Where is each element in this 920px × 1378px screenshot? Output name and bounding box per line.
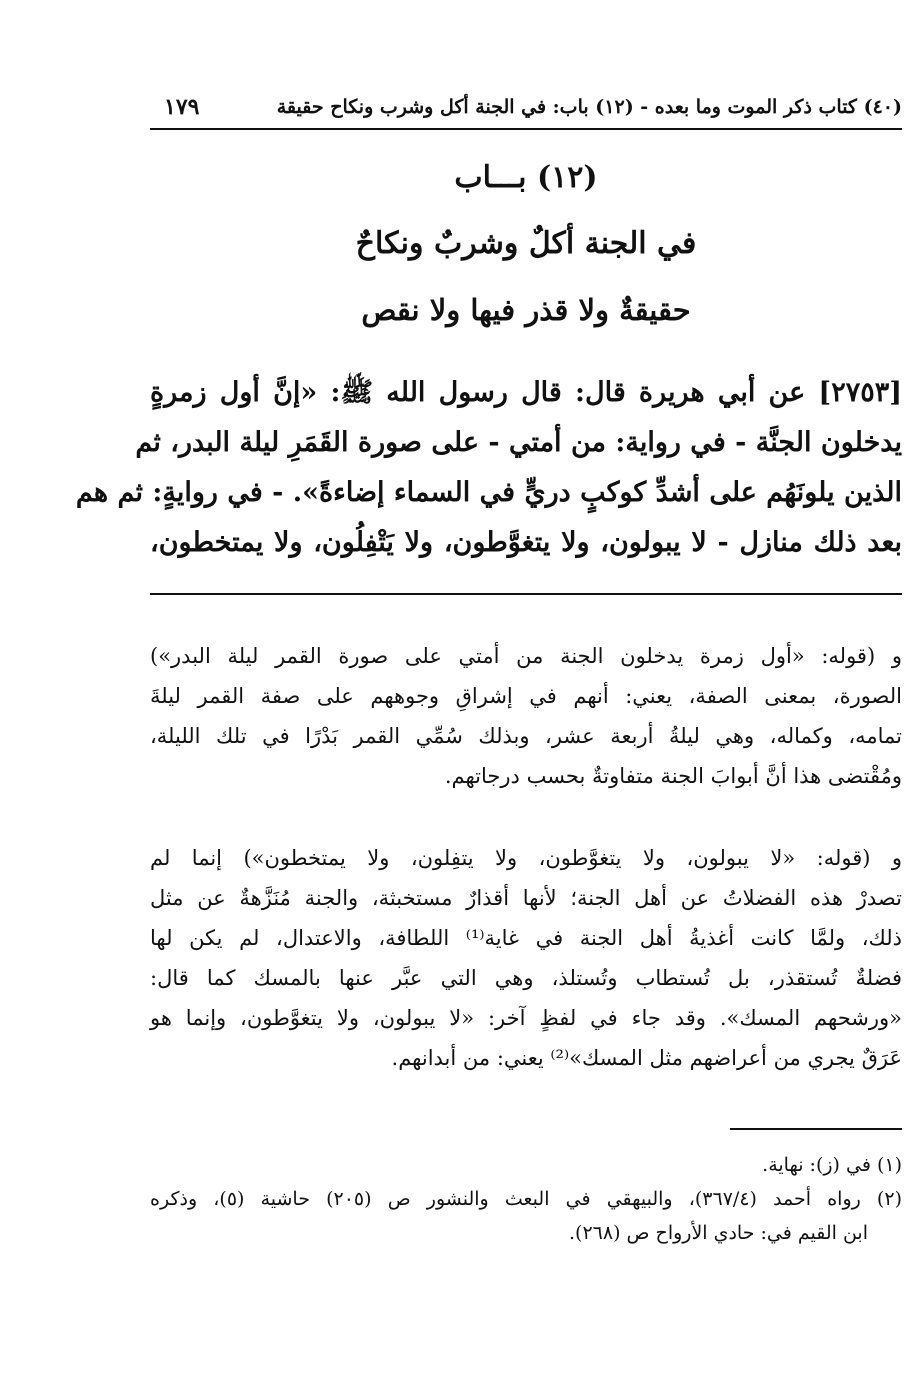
- header-divider: [150, 128, 902, 130]
- commentary-line: «ورشحهم المسك». وقد جاء في لفظٍ آخر: «لا يبولون، ولا يتغوَّطون، وإنما هو: [150, 1006, 902, 1030]
- footnote-divider: [730, 1128, 902, 1130]
- page-number: ١٧٩: [164, 94, 200, 120]
- commentary-line: تصدرْ هذه الفضلاتُ عن أهل الجنة؛ لأنها أقذارٌ مستخبثة، والجنة مُنَزَّهةٌ عن مثل: [150, 886, 902, 910]
- book-page: [75, 88, 902, 1368]
- footnote-2-continued: ابن القيم في: حادي الأرواح ص (٢٦٨).: [569, 1222, 868, 1244]
- commentary-line: الصورة، بمعنى الصفة، يعني: أنهم في إشراقِ وجوههم على صفة القمر ليلةَ: [150, 684, 902, 708]
- chapter-number: (١٢) بـــاب: [454, 160, 598, 195]
- footnotes: [150, 1148, 902, 1250]
- hadith-line: يدخلون الجنَّة - في رواية: من أمتي - على صورة القَمَرِ ليلة البدر، ثم: [135, 427, 902, 458]
- chapter-subtitle: حقيقةٌ ولا قذر فيها ولا نقص: [361, 293, 691, 327]
- commentary-line: ومُقْتضى هذا أنَّ أبوابَ الجنة متفاوتةٌ بحسب درجاتهم.: [444, 764, 902, 788]
- commentary-line: فضلةٌ تُستقذر، بل تُستطاب وتُستلذ، وهي التي عبَّر عنها بالمسك كما قال:: [150, 966, 902, 990]
- running-header: [150, 92, 902, 128]
- commentary-paragraph-2: [150, 838, 902, 1078]
- hadith-line: الذين يلونَهُم على أشدِّ كوكبٍ دريٍّ في السماء إضاءةً». - في روايةٍ: ثم هم: [75, 477, 902, 508]
- running-title: (٤٠) كتاب ذكر الموت وما بعده - (١٢) باب: في الجنة أكل وشرب ونكاح حقيقة: [276, 96, 902, 118]
- commentary-divider: [150, 593, 902, 595]
- commentary-line: تمامه، وكماله، وهي ليلةُ أربعة عشر، وبذلك سُمِّي القمر بَدْرًا في تلك الليلة،: [150, 724, 902, 748]
- footnote-2: (٢) رواه أحمد (٣٦٧/٤)، والبيهقي في البعث والنشور ص (٢٠٥) حاشية (٥)، وذكره: [150, 1188, 902, 1210]
- hadith-line: [٢٧٥٣] عن أبي هريرة قال: قال رسول الله ﷺ: «إنَّ أول زمرةٍ: [150, 377, 902, 408]
- commentary-paragraph-1: [150, 636, 902, 796]
- commentary-line: و (قوله: «أول زمرة يدخلون الجنة من أمتي على صورة القمر ليلة البدر»): [150, 644, 902, 668]
- chapter-title: في الجنة أكلٌ وشربٌ ونكاحٌ: [355, 226, 697, 261]
- commentary-line: و (قوله: «لا يبولون، ولا يتغوَّطون، ولا يتفِلون، ولا يمتخطون») إنما لم: [150, 846, 902, 870]
- footnote-1: (١) في (ز): نهاية.: [762, 1154, 902, 1176]
- hadith-text: [75, 368, 902, 568]
- hadith-line: بعد ذلك منازل - لا يبولون، ولا يتغوَّطون، ولا يَتْفِلُون، ولا يمتخطون،: [150, 527, 902, 558]
- commentary-line: ذلك، ولمَّا كانت أغذيةُ أهل الجنة في غاية⁽¹⁾ اللطافة، والاعتدال، لم يكن لها: [150, 926, 902, 950]
- commentary-line: عَرَقٌ يجري من أعراضهم مثل المسك»⁽²⁾ يعني: من أبدانهم.: [391, 1046, 902, 1070]
